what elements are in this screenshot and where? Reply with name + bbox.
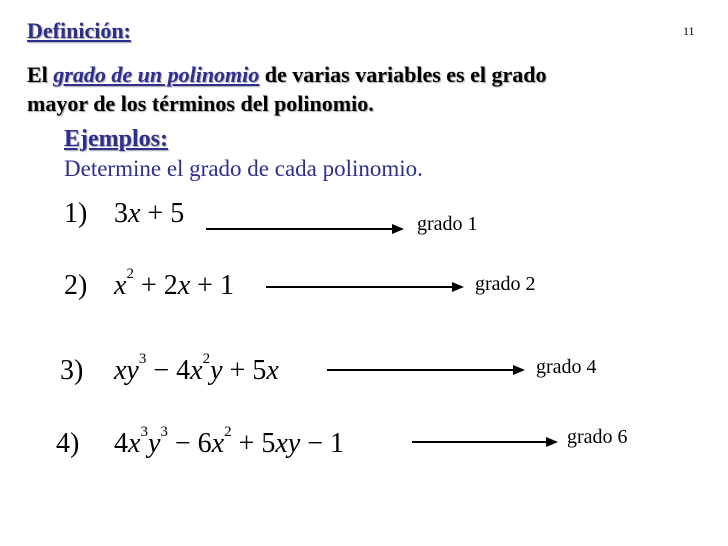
definition-title: Definición: [27, 18, 131, 43]
example-2-grade: grado 2 [475, 273, 536, 295]
definition-line-2: mayor de los términos del polinomio. [27, 91, 374, 116]
example-1-expression: 3x + 5 [114, 198, 185, 229]
example-3-arrow [327, 363, 527, 377]
definition-text-after-term: de varias variables es el grado [264, 62, 547, 87]
examples-instruction: Determine el grado de cada polinomio. [64, 156, 423, 181]
example-1-grade: grado 1 [417, 213, 478, 235]
example-3-expression: $xy^3 - 4x^2y + 5x$ [114, 350, 279, 386]
example-4-grade: grado 6 [567, 426, 628, 448]
example-2-arrow [266, 280, 466, 294]
definition-text [27, 60, 717, 118]
example-4-number: 4) [56, 428, 80, 459]
example-4-arrow [412, 435, 562, 449]
example-1-number: 1) [64, 198, 88, 229]
slide-number: 11 [683, 24, 695, 38]
example-3-grade: grado 4 [536, 356, 597, 378]
definition-term: grado de un polinomio [53, 62, 260, 87]
examples-title: Ejemplos: [64, 126, 168, 152]
example-2-number: 2) [64, 270, 88, 301]
example-1-arrow [206, 222, 406, 236]
example-2-expression: $x^2 + 2x + 1$ [114, 265, 234, 301]
example-3-number: 3) [60, 355, 84, 386]
example-4-expression: $4x^3y^3 - 6x^2 + 5xy - 1$ [114, 423, 345, 459]
definition-prefix: El [27, 62, 48, 87]
